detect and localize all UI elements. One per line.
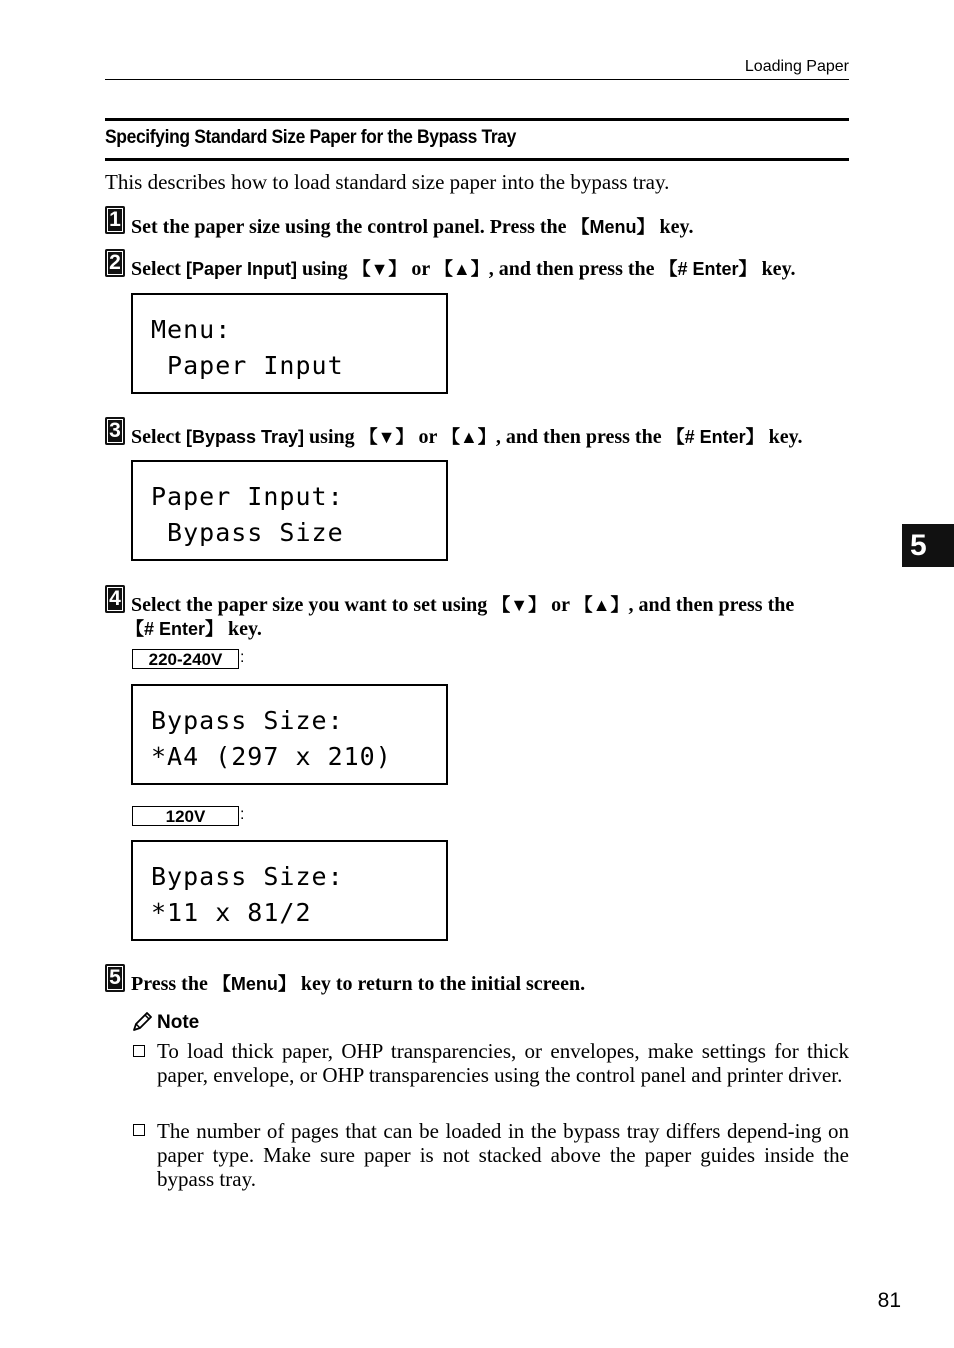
note-heading: Note	[157, 1012, 200, 1033]
voltage-badge-120v: 120V	[132, 806, 239, 826]
lcd-line-2: Paper Input	[151, 351, 344, 380]
lcd-line-2: Bypass Size	[151, 518, 344, 547]
up-arrow-key: 【▲】	[574, 595, 629, 615]
step-2-suffix: key.	[756, 258, 796, 280]
checkbox-bullet	[133, 1124, 145, 1136]
step-4-text-line2	[126, 615, 262, 641]
step-4-or: or	[546, 594, 575, 616]
step-3-mid1: using	[304, 426, 360, 448]
step-4-prefix: Select the paper size you want to set using	[131, 594, 493, 616]
lcd-display-bypass-letter	[131, 840, 448, 941]
lcd-display-menu	[131, 293, 448, 394]
step-number-3: 3	[105, 417, 125, 445]
lcd-display-bypass-a4	[131, 684, 448, 785]
lcd-line-1: Menu:	[151, 315, 232, 344]
step-2-mid2: , and then press the	[488, 258, 660, 280]
lcd-display-paper-input	[131, 460, 448, 561]
pencil-icon	[131, 1011, 153, 1033]
step-2-prefix: Select	[131, 258, 186, 280]
step-3-or: or	[413, 426, 442, 448]
note-item-2: The number of pages that can be loaded in the bypass tray differs depend-ing on paper type. Make sure paper is not stacked above the paper guides inside the bypass tray.	[157, 1119, 849, 1191]
menu-key: 【Menu】	[212, 974, 296, 994]
step-3-mid2: , and then press the	[495, 426, 667, 448]
voltage-colon: :	[240, 806, 245, 823]
step-1-text	[131, 213, 693, 239]
voltage-colon: :	[240, 649, 245, 666]
step-5-text-a: Press the	[131, 973, 213, 995]
checkbox-bullet	[133, 1045, 145, 1057]
page-number: 81	[877, 1289, 901, 1312]
chapter-tab: 5	[902, 524, 954, 567]
step-4-text	[131, 591, 794, 617]
enter-key: 【# Enter】	[659, 259, 757, 279]
section-rule-top	[105, 118, 849, 121]
lcd-line-1: Paper Input:	[151, 482, 344, 511]
step-4-suffix: key.	[223, 618, 262, 640]
step-1-text-a: Set the paper size using the control panel. Press the	[131, 216, 572, 238]
lcd-line-1: Bypass Size:	[151, 706, 344, 735]
lcd-line-2: *11 x 81/2	[151, 898, 312, 927]
section-title: Specifying Standard Size Paper for the Bypass Tray	[105, 127, 516, 148]
step-4-mid2: , and then press the	[628, 594, 795, 616]
option-paper-input: [Paper Input]	[185, 259, 297, 279]
down-arrow-key: 【▼】	[492, 595, 547, 615]
note-item-1: To load thick paper, OHP transparencies, or envelopes, make settings for thick paper, envelope, or OHP transparencies using the control panel and printer driver.	[157, 1039, 849, 1087]
step-5-text-b: key to return to the initial screen.	[295, 973, 586, 995]
lcd-line-1: Bypass Size:	[151, 862, 344, 891]
down-arrow-key: 【▼】	[359, 427, 414, 447]
step-2-text	[131, 255, 795, 281]
voltage-badge-220-240v: 220-240V	[132, 649, 239, 669]
step-3-suffix: key.	[763, 426, 803, 448]
step-2-or: or	[406, 258, 435, 280]
step-number-2: 2	[105, 249, 125, 277]
header-rule	[105, 79, 849, 80]
step-5-text	[131, 970, 585, 996]
option-bypass-tray: [Bypass Tray]	[185, 427, 305, 447]
step-number-5: 5	[105, 964, 125, 992]
lcd-line-2: *A4 (297 x 210)	[151, 742, 392, 771]
section-rule-bottom	[105, 158, 849, 161]
up-arrow-key: 【▲】	[434, 259, 489, 279]
step-3-text	[131, 423, 803, 449]
enter-key: 【# Enter】	[666, 427, 764, 447]
menu-key: 【Menu】	[571, 217, 655, 237]
intro-paragraph: This describes how to load standard size paper into the bypass tray.	[105, 170, 670, 194]
step-2-mid1: using	[296, 258, 353, 280]
running-head: Loading Paper	[744, 58, 849, 75]
step-number-4: 4	[105, 585, 125, 613]
step-number-1: 1	[105, 206, 125, 234]
enter-key: 【# Enter】	[126, 619, 224, 639]
up-arrow-key: 【▲】	[441, 427, 496, 447]
down-arrow-key: 【▼】	[352, 259, 407, 279]
step-1-text-b: key.	[654, 216, 694, 238]
step-3-prefix: Select	[131, 426, 186, 448]
